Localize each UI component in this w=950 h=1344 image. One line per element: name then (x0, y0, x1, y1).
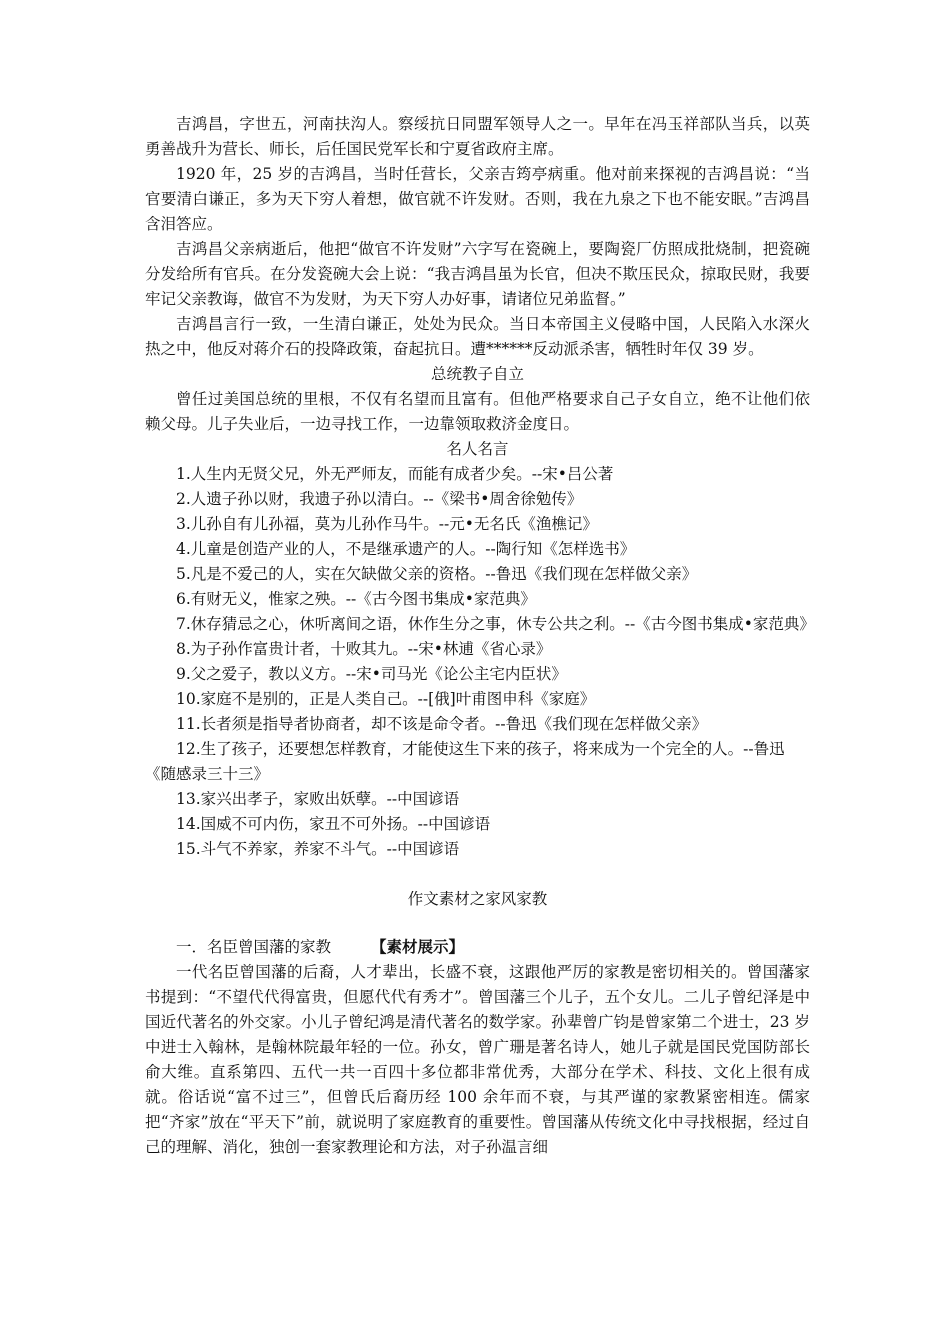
quote-item: 15.斗气不养家，养家不斗气。--中国谚语 (176, 840, 460, 858)
quote-list (145, 462, 815, 862)
quote-item: 5.凡是不爱己的人，实在欠缺做父亲的资格。--鲁迅《我们现在怎样做父亲》 (176, 565, 698, 583)
subsection-heading-line (145, 934, 810, 960)
quote-item: 10.家庭不是别的，正是人类自己。--[俄]叶甫图申科《家庭》 (176, 690, 596, 708)
document-page (145, 112, 815, 1160)
quote-item: 12.生了孩子，还要想怎样教育，才能使这生下来的孩子，将来成为一个完全的人。--鲁迅《随感录三十三》 (145, 740, 785, 783)
quote-item: 1.人生内无贤父兄，外无严师友，而能有成者少矣。--宋•吕公著 (176, 465, 614, 483)
article-paragraph: 一代名臣曾国藩的后裔，人才辈出，长盛不衰，这跟他严厉的家教是密切相关的。曾国藩家书提到：“不望代代得富贵，但愿代代有秀才”。曾国藩三个儿子，五个女儿。二儿子曾纪泽是中国近代著名的外交家。小儿子曾纪鸿是清代著名的数学家。孙辈曾广钧是曾家第二个进士，23 岁中进士入翰林，是翰林院最年轻的一位。孙女，曾广珊是著名诗人，她儿子就是国民党国防部长俞大维。直系第四、五代一共一百四十多位都非常优秀，大部分在学术、科技、文化上很有成就。俗话说“富不过三”，但曾氏后裔历经 100 余年而不衰，与其严谨的家教紧密相连。儒家把“齐家”放在“平天下”前，就说明了家庭教育的重要性。曾国藩从传统文化中寻找根据，经过自己的理解、消化，独创一套家教理论和方法，对子孙温言细 (145, 963, 810, 1156)
quote-item: 13.家兴出孝子，家败出妖孽。--中国谚语 (176, 790, 460, 808)
quote-item: 8.为子孙作富贵计者，十败其九。--宋•林逋《省心录》 (176, 640, 552, 658)
quote-item: 3.儿孙自有儿孙福，莫为儿孙作马牛。--元•无名氏《渔樵记》 (176, 515, 598, 533)
paragraph-3: 吉鸿昌父亲病逝后，他把“做官不许发财”六字写在瓷碗上，要陶瓷厂仿照成批烧制，把瓷碗分发给所有官兵。在分发瓷碗大会上说：“我吉鸿昌虽为长官，但决不欺压民众，掠取民财，我要牢记父亲教诲，做官不为发财，为天下穷人办好事，请诸位兄弟监督。” (145, 240, 810, 308)
section-title-reagan: 总统教子自立 (430, 365, 524, 383)
paragraph-2: 1920 年，25 岁的吉鸿昌，当时任营长，父亲吉筠亭病重。他对前来探视的吉鸿昌说：“当官要清白谦正，多为天下穷人着想，做官就不许发财。否则，我在九泉之下也不能安眠。”吉鸿昌含泪答应。 (145, 165, 810, 233)
quote-item: 9.父之爱子，教以义方。--宋•司马光《论公主宅内臣状》 (176, 665, 567, 683)
quote-item: 4.儿童是创造产业的人，不是继承遗产的人。--陶行知《怎样选书》 (176, 540, 636, 558)
quote-item: 2.人遗子孙以财，我遗子孙以清白。--《梁书•周舍徐勉传》 (176, 490, 583, 508)
material-tag: 【素材展示】 (371, 937, 465, 956)
quote-item: 7.休存猜忌之心，休听离间之语，休作生分之事，休专公共之利。--《古今图书集成•家范典》 (176, 615, 815, 633)
subsection-heading: 一．名臣曾国藩的家教 (176, 938, 332, 956)
spacer (145, 912, 810, 934)
paragraph-reagan: 曾任过美国总统的里根，不仅有名望而且富有。但他严格要求自己子女自立，绝不让他们依赖父母。儿子失业后，一边寻找工作，一边靠领取救济金度日。 (145, 390, 810, 433)
paragraph-1: 吉鸿昌，字世五，河南扶沟人。察绥抗日同盟军领导人之一。早年在冯玉祥部队当兵，以英勇善战升为营长、师长，后任国民党军长和宁夏省政府主席。 (145, 115, 810, 158)
quote-item: 6.有财无义，惟家之殃。--《古今图书集成•家范典》 (176, 590, 536, 608)
article-title: 作文素材之家风家教 (407, 890, 548, 908)
section-title-quotes: 名人名言 (446, 440, 509, 458)
spacer (145, 862, 810, 887)
quote-item: 11.长者须是指导者协商者，却不该是命令者。--鲁迅《我们现在怎样做父亲》 (176, 715, 708, 733)
paragraph-4: 吉鸿昌言行一致，一生清白谦正，处处为民众。当日本帝国主义侵略中国，人民陷入水深火热之中，他反对蒋介石的投降政策，奋起抗日。遭******反动派杀害，牺牲时年仅 39 岁。 (145, 315, 810, 358)
quote-item: 14.国威不可内伤，家丑不可外扬。--中国谚语 (176, 815, 491, 833)
